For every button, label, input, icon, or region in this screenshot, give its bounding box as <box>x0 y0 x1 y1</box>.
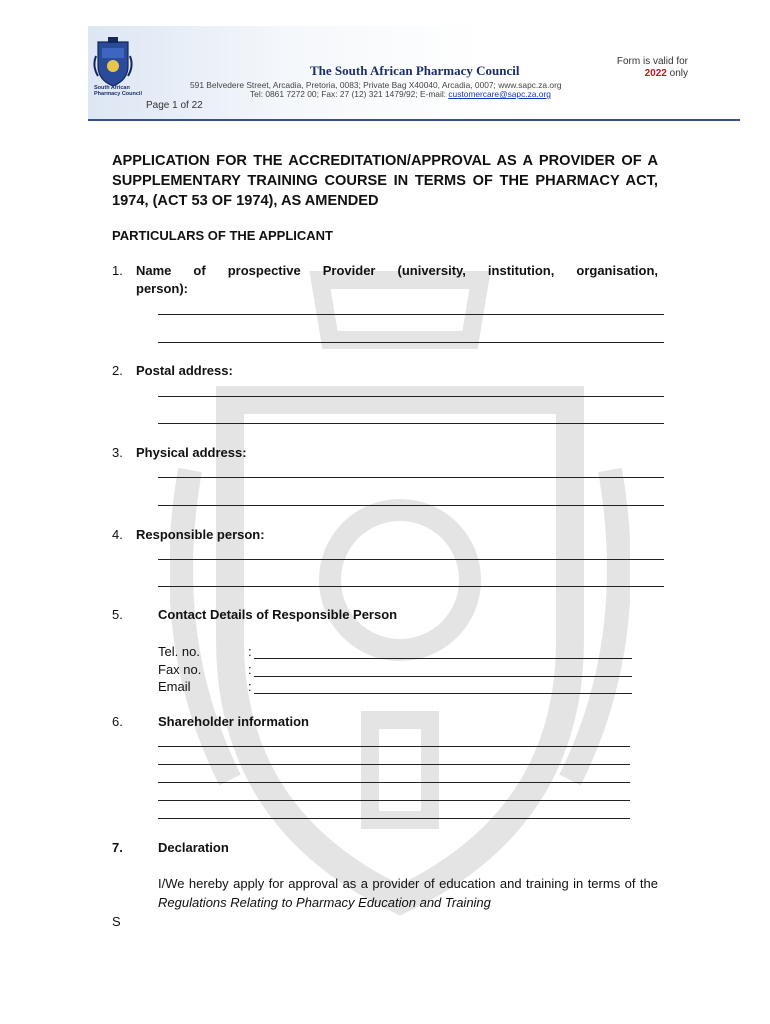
council-address: 591 Belvedere Street, Arcadia, Pretoria, 0083; Private Bag X40040, Arcadia, 0007; www.sapc.za.org <box>190 80 562 90</box>
item-number: 5. <box>112 607 123 622</box>
contact-details-heading: Contact Details of Responsible Person <box>158 607 398 622</box>
item-number: 7. <box>112 840 123 855</box>
item-number: 1. <box>112 263 123 278</box>
shareholder-field[interactable] <box>158 746 630 747</box>
declaration-heading: Declaration <box>158 840 229 855</box>
fax-field[interactable] <box>254 676 632 677</box>
email-field[interactable] <box>254 693 632 694</box>
postal-address-label: Postal address: <box>136 363 233 378</box>
item-number: 4. <box>112 527 123 542</box>
email-label: Email <box>158 679 191 694</box>
declaration-text: I/We hereby apply for approval as a provider of education and training in terms of the Regulations Relating to Pharmacy Education and Training <box>158 876 658 910</box>
postal-address-field[interactable] <box>158 423 664 424</box>
crest-watermark-icon <box>170 220 630 960</box>
item-number: 2. <box>112 363 123 378</box>
shareholder-field[interactable] <box>158 764 630 765</box>
item-number: 6. <box>112 714 123 729</box>
provider-name-field[interactable] <box>158 314 664 315</box>
provider-name-label: Name of prospective Provider (university, institution, organisation, <box>136 263 658 278</box>
fax-colon: : <box>248 662 252 677</box>
fax-label: Fax no. <box>158 662 202 677</box>
tel-field[interactable] <box>254 658 632 659</box>
item-number: 3. <box>112 445 123 460</box>
header-rule <box>88 119 740 121</box>
council-name: The South African Pharmacy Council <box>310 63 520 78</box>
provider-name-field[interactable] <box>158 342 664 343</box>
responsible-person-label: Responsible person: <box>136 527 265 542</box>
tel-label: Tel. no. <box>158 644 200 659</box>
page-number: Page 1 of 22 <box>146 100 203 111</box>
shareholder-heading: Shareholder information <box>158 714 309 729</box>
postal-address-field[interactable] <box>158 396 664 397</box>
provider-name-label-cont: person): <box>136 281 188 296</box>
shareholder-field[interactable] <box>158 782 630 783</box>
email-link[interactable]: customercare@sapc.za.org <box>448 89 551 99</box>
council-contact: Tel: 0861 7272 00; Fax: 27 (12) 321 1479/92; E-mail: customercare@sapc.za.org <box>250 89 551 99</box>
shareholder-field[interactable] <box>158 800 630 801</box>
physical-address-field[interactable] <box>158 505 664 506</box>
form-title: APPLICATION FOR THE ACCREDITATION/APPROVAL AS A PROVIDER OF A SUPPLEMENTARY TRAINING COURSE IN TERMS OF THE PHARMACY ACT, 1974, (ACT 53 OF 1974), AS AMENDED <box>112 153 658 209</box>
section-heading: PARTICULARS OF THE APPLICANT <box>112 228 333 243</box>
shareholder-field[interactable] <box>158 818 630 819</box>
responsible-person-field[interactable] <box>158 559 664 560</box>
trailing-letter: S <box>112 914 121 929</box>
physical-address-label: Physical address: <box>136 445 247 460</box>
logo-text: South African Pharmacy Council <box>94 85 142 97</box>
physical-address-field[interactable] <box>158 477 664 478</box>
tel-colon: : <box>248 644 252 659</box>
form-validity: Form is valid for 2022 only <box>616 56 688 79</box>
email-colon: : <box>248 679 252 694</box>
responsible-person-field[interactable] <box>158 586 664 587</box>
